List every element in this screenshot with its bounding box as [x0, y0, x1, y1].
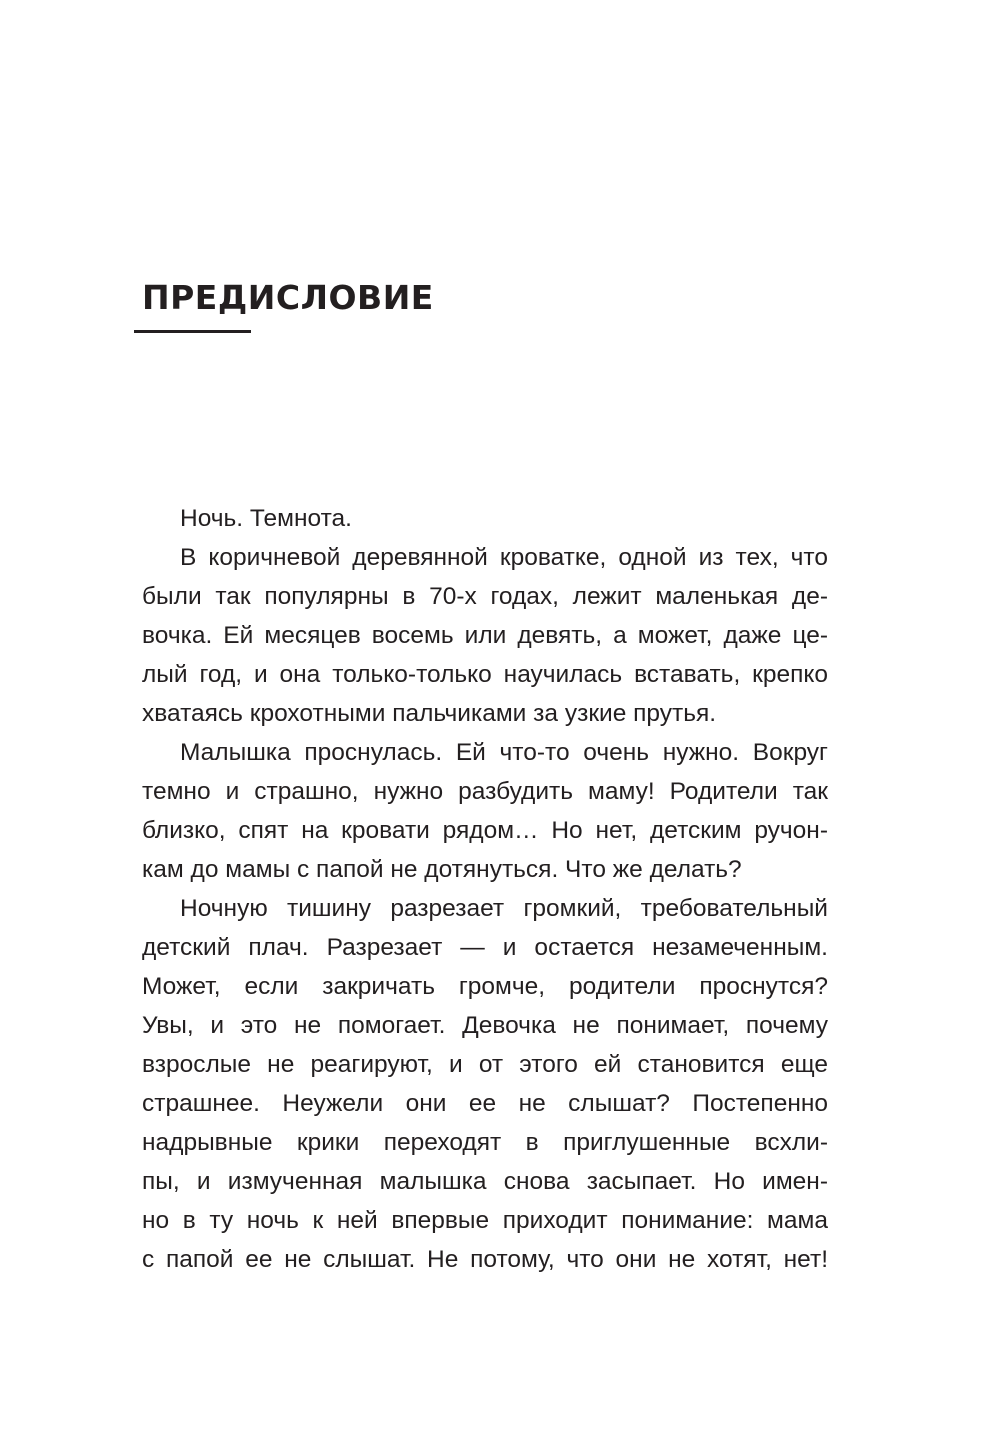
- chapter-title: ПРЕДИСЛОВИЕ: [142, 278, 434, 317]
- text-line: надрывные крики переходят в приглушенные всхли-: [142, 1129, 828, 1156]
- title-underline: [134, 330, 251, 333]
- text-line: но в ту ночь к ней впервые приходит понимание: мама: [142, 1207, 828, 1234]
- text-line: темно и страшно, нужно разбудить маму! Родители так: [142, 778, 828, 805]
- text-line: с папой ее не слышат. Не потому, что они не хотят, нет!: [142, 1246, 828, 1273]
- text-line: Может, если закричать громче, родители проснутся?: [142, 973, 828, 1000]
- text-line: вочка. Ей месяцев восемь или девять, а может, даже це-: [142, 622, 828, 649]
- text-line: В коричневой деревянной кроватке, одной из тех, что: [180, 544, 828, 571]
- text-line: лый год, и она только-только научилась вставать, крепко: [142, 661, 828, 688]
- text-line: близко, спят на кровати рядом… Но нет, детским ручон-: [142, 817, 828, 844]
- body-text: [142, 499, 828, 1279]
- text-line: Ночную тишину разрезает громкий, требовательный: [180, 895, 828, 922]
- text-line: страшнее. Неужели они ее не слышат? Постепенно: [142, 1090, 828, 1117]
- text-line: были так популярны в 70-х годах, лежит маленькая де-: [142, 583, 828, 610]
- text-line: Увы, и это не помогает. Девочка не понимает, почему: [142, 1012, 828, 1039]
- text-line: пы, и измученная малышка снова засыпает. Но имен-: [142, 1168, 828, 1195]
- text-line: хватаясь крохотными пальчиками за узкие прутья.: [142, 700, 717, 727]
- text-line: Малышка проснулась. Ей что-то очень нужно. Вокруг: [180, 739, 828, 766]
- text-line: взрослые не реагируют, и от этого ей становится еще: [142, 1051, 828, 1078]
- text-line: Ночь. Темнота.: [180, 505, 352, 532]
- text-line: кам до мамы с папой не дотянуться. Что же делать?: [142, 856, 742, 883]
- text-line: детский плач. Разрезает — и остается незамеченным.: [142, 934, 828, 961]
